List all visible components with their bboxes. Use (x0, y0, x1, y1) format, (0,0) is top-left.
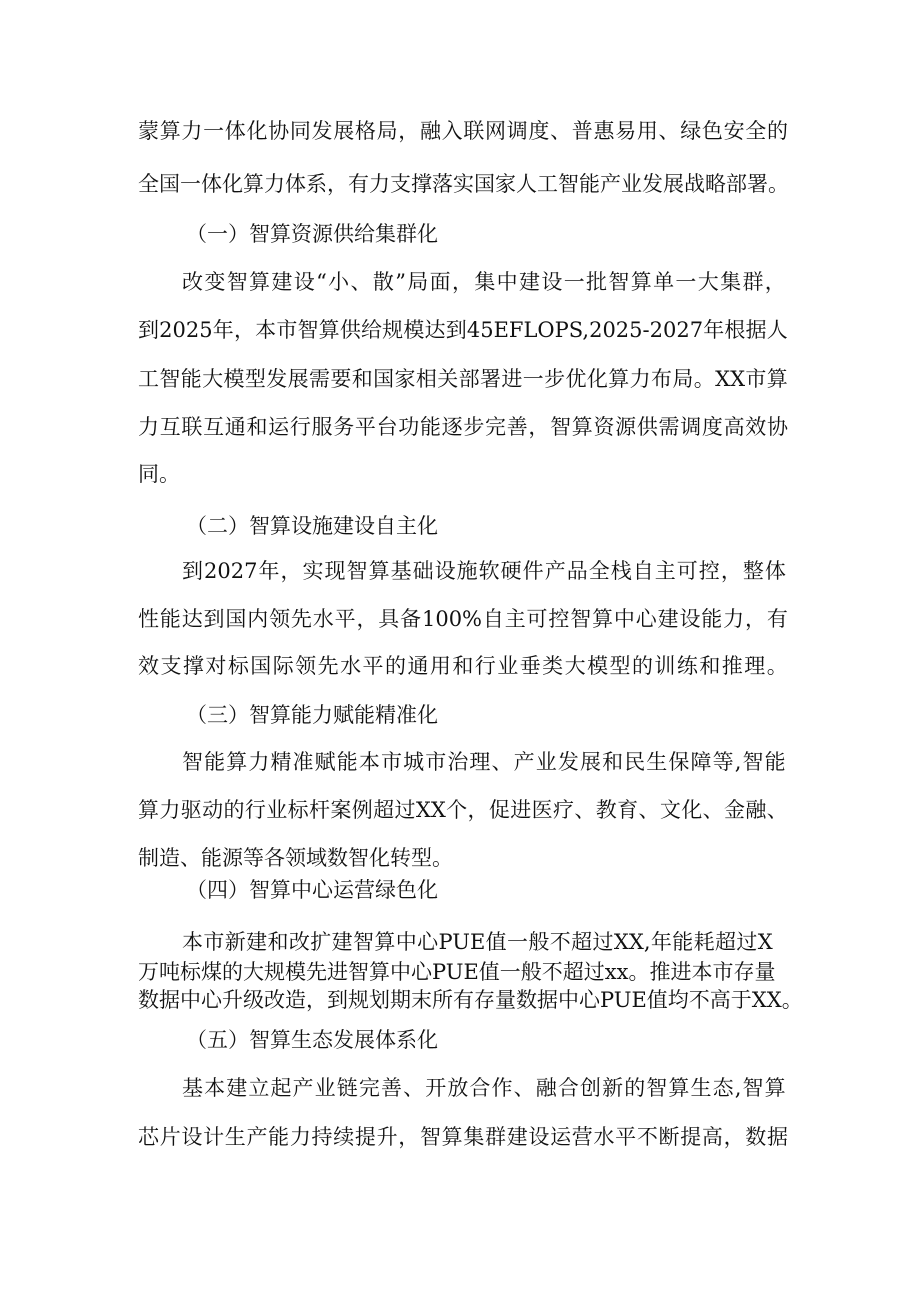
body-text-line: 数 据 中 心 升 级 改 造 ， 到 规 划 期 末 所 有 存 量 数 据 中 心 PUE 值 均 不 高 于 XX 。 (138, 988, 803, 1012)
section-heading-2: （二）智算设施建设自主化 (186, 514, 438, 538)
section-heading-5: （五）智算生态发展体系化 (186, 1028, 438, 1052)
body-text-line: 全 国 一 体 化 算 力 体 系 ， 有 力 支 撑 落 实 国 家 人 工 智 能 产 业 发 展 战 略 部 署 。 (138, 172, 789, 196)
body-text-line: 力 互 联 互 通 和 运 行 服 务 平 台 功 能 逐 步 完 善 ， 智 算 资 源 供 需 调 度 高 效 协 (138, 415, 788, 439)
paragraph-first-line: 到 2027 年 ， 实 现 智 算 基 础 设 施 软 硬 件 产 品 全 栈 自 主 可 控 ， 整 体 (182, 559, 786, 583)
section-heading-4: （四）智算中心运营绿色化 (186, 878, 438, 902)
section-heading-1: （一）智算资源供给集群化 (186, 222, 438, 246)
body-text-line: 工 智 能 大 模 型 发 展 需 要 和 国 家 相 关 部 署 进 一 步 优 化 算 力 布 局 。 XX 市 算 (138, 367, 788, 391)
section-heading-3: （三）智算能力赋能精准化 (186, 703, 438, 727)
body-text-line: 效 支 撑 对 标 国 际 领 先 水 平 的 通 用 和 行 业 垂 类 大 模 型 的 训 练 和 推 理 。 (138, 654, 788, 678)
paragraph-first-line: 基 本 建 立 起 产 业 链 完 善 、 开 放 合 作 、 融 合 创 新 的 智 算 生 态 , 智 算 (182, 1076, 786, 1100)
body-text-line: 同。 (138, 462, 180, 486)
body-text-line: 万 吨 标 煤 的 大 规 模 先 进 智 算 中 心 PUE 值 一 般 不 超 过 xx 。 推 进 本 市 存 量 (138, 960, 776, 984)
paragraph-first-line: 改 变 智 算 建 设 “ 小 、 散 ” 局 面 ， 集 中 建 设 一 批 智 算 单 一 大 集 群 ， (182, 270, 786, 294)
body-text-line: 性 能 达 到 国 内 领 先 水 平 ， 具 备 100% 自 主 可 控 智 算 中 心 建 设 能 力 ， 有 (138, 607, 788, 631)
body-text-line: 芯 片 设 计 生 产 能 力 持 续 提 升 ， 智 算 集 群 建 设 运 营 水 平 不 断 提 高 ， 数 据 (138, 1125, 788, 1149)
body-text-line: 到 2025 年 ， 本 市 智 算 供 给 规 模 达 到 45EFLOPS,2025-2027 年 根 据 人 (138, 318, 788, 342)
paragraph-first-line: 智 能 算 力 精 准 赋 能 本 市 城 市 治 理 、 产 业 发 展 和 民 生 保 障 等 , 智 能 (182, 750, 786, 774)
body-text-line: 算 力 驱 动 的 行 业 标 杆 案 例 超 过 XX 个 ， 促 进 医 疗 、 教 育 、 文 化 、 金 融 、 (138, 798, 788, 822)
body-text-line: 制造、能源等各领域数智化转型。 (138, 846, 453, 870)
body-text-line: 蒙 算 力 一 体 化 协 同 发 展 格 局 ， 融 入 联 网 调 度 、 普 惠 易 用 、 绿 色 安 全 的 (138, 119, 788, 143)
paragraph-first-line: 本 市 新 建 和 改 扩 建 智 算 中 心 PUE 值 一 般 不 超 过 XX, 年 能 耗 超 过 X (182, 930, 773, 954)
